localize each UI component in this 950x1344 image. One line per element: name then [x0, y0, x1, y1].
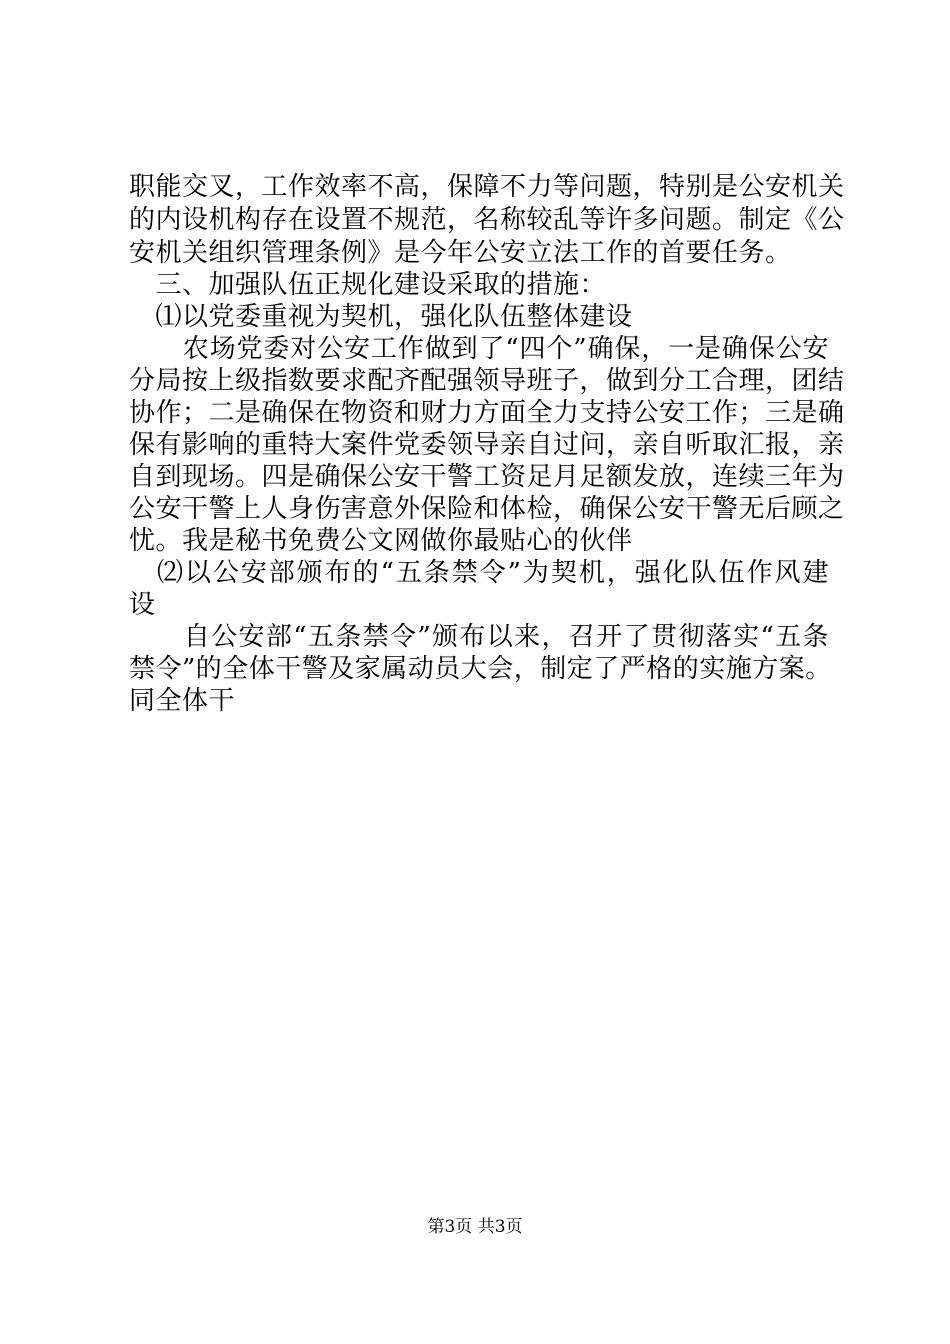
page-number-footer: 第3页 共3页 [427, 1217, 523, 1237]
subsection-heading: ⑴以党委重视为契机，强化队伍整体建设 [129, 302, 633, 332]
body-text-line: 协作；二是确保在物资和财力方面全力支持公安工作；三是确 [129, 398, 845, 428]
body-text-line: 的内设机构存在设置不规范，名称较乱等许多问题。制定《公 [129, 205, 845, 235]
body-text-line: 自到现场。四是确保公安干警工资足月足额发放，连续三年为 [129, 462, 845, 492]
body-text-line: 禁令”的全体干警及家属动员大会，制定了严格的实施方案。 [129, 654, 832, 684]
body-text-line: 保有影响的重特大案件党委领导亲自过问，亲自听取汇报，亲 [129, 430, 845, 460]
section-heading: 三、加强队伍正规化建设采取的措施： [129, 270, 607, 300]
body-text-line: 公安干警上人身伤害意外保险和体检，确保公安干警无后顾之 [129, 494, 845, 524]
subsection-heading-continued: 设 [129, 590, 156, 620]
body-text-line: 农场党委对公安工作做到了“四个”确保，一是确保公安 [129, 334, 829, 364]
body-text-line: 安机关组织管理条例》是今年公安立法工作的首要任务。 [129, 238, 792, 268]
subsection-heading: ⑵以公安部颁布的“五条禁令”为契机，强化队伍作风建 [129, 558, 829, 588]
body-text-line: 同全体干 [129, 686, 236, 716]
body-text-line: 职能交叉，工作效率不高，保障不力等问题，特别是公安机关 [129, 172, 845, 202]
body-text-line: 分局按上级指数要求配齐配强领导班子，做到分工合理，团结 [129, 366, 845, 396]
body-text-line: 自公安部“五条禁令”颁布以来，召开了贯彻落实“五条 [129, 622, 829, 652]
body-text-line: 忧。我是秘书免费公文网做你最贴心的伙伴 [129, 526, 633, 556]
